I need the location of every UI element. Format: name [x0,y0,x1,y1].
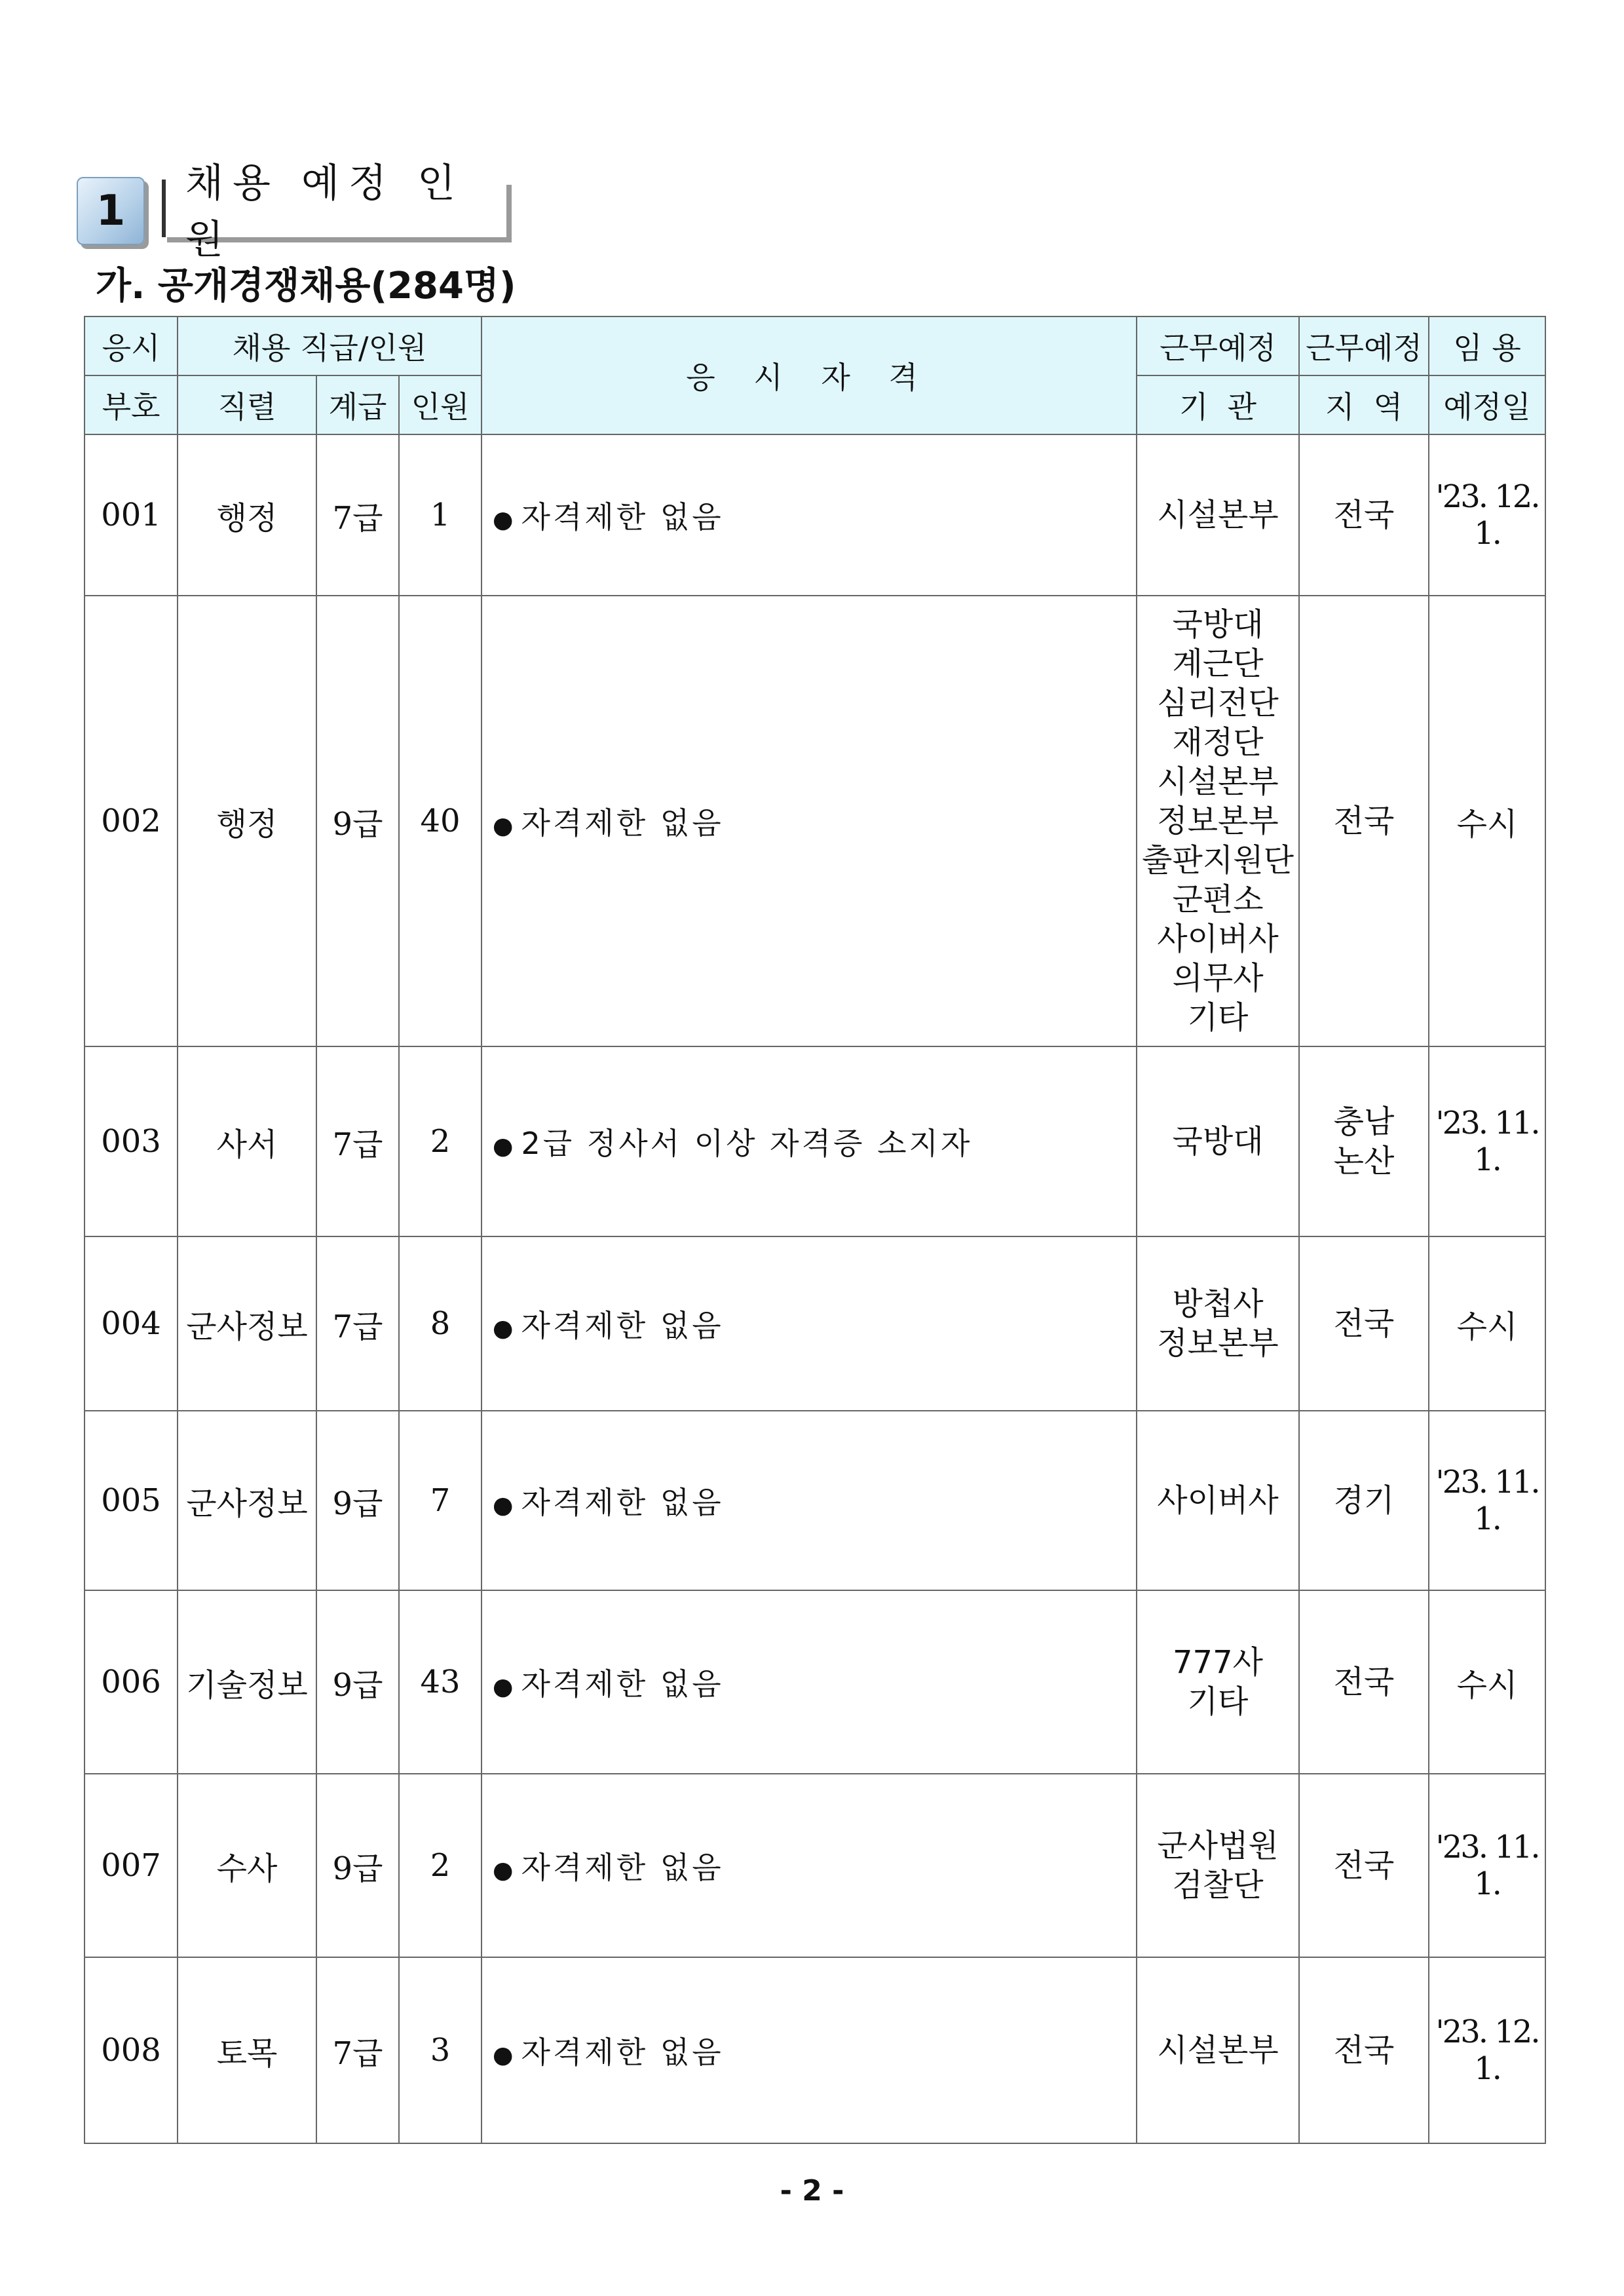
header-region-top: 근무예정 [1299,316,1429,375]
agency-name: 기타 [1187,1683,1249,1720]
bullet-icon: ● [493,2042,514,2069]
cell-qualification [482,1411,1137,1590]
cell-grade: 7급 [316,1236,399,1411]
cell-region [1299,1046,1429,1236]
cell-grade: 9급 [316,1774,399,1957]
region-name: 경기 [1333,1482,1395,1519]
section-heading [77,161,517,263]
region-name: 전국 [1333,1305,1395,1342]
agency-name: 시설본부 [1157,763,1279,800]
header-agency-top: 근무예정 [1137,316,1299,375]
qualification-text: 자격제한 없음 [521,1666,724,1702]
cell-count: 43 [399,1590,482,1774]
agency-name: 국방대 [1172,606,1264,643]
qualification-text: 2급 정사서 이상 자격증 소지자 [521,1126,973,1161]
bullet-icon: ● [493,1315,514,1342]
agency-name: 국방대 [1172,1123,1264,1160]
agency-name: 시설본부 [1157,2032,1279,2069]
cell-series: 행정 [178,434,316,596]
table-row [85,1590,1545,1774]
cell-agency [1137,434,1299,596]
agency-name: 계근단 [1172,645,1264,682]
cell-count: 2 [399,1774,482,1957]
cell-qualification [482,1774,1137,1957]
cell-count: 8 [399,1236,482,1411]
cell-region [1299,596,1429,1046]
agency-name: 군사법원 [1157,1827,1279,1864]
cell-grade: 9급 [316,596,399,1046]
table-body [85,434,1545,2143]
header-job-group: 채용 직급/인원 [178,316,482,375]
cell-count: 1 [399,434,482,596]
agency-name: 기타 [1187,999,1249,1036]
cell-region [1299,1236,1429,1411]
agency-name: 의무사 [1172,960,1264,997]
header-count: 인원 [399,375,482,434]
bullet-icon: ● [493,507,514,533]
header-date-bottom: 예정일 [1429,375,1545,434]
cell-grade: 9급 [316,1590,399,1774]
cell-appointment-date: '23. 11. 1. [1429,1046,1545,1236]
subsection-title: 가. 공개경쟁채용(284명) [96,265,516,307]
header-exam-no-top: 응시 [85,316,178,375]
qualification-text: 자격제한 없음 [521,2035,724,2070]
cell-series: 기술정보 [178,1590,316,1774]
region-name: 전국 [1333,497,1395,533]
bullet-icon: ● [493,1492,514,1519]
cell-count: 40 [399,596,482,1046]
cell-grade: 9급 [316,1411,399,1590]
region-name: 전국 [1333,2032,1395,2069]
cell-count: 3 [399,1957,482,2143]
agency-name: 재정단 [1172,724,1264,761]
table-row [85,596,1545,1046]
cell-appointment-date: 수시 [1429,1236,1545,1411]
region-name: 충남 [1333,1103,1395,1140]
agency-name: 정보본부 [1157,803,1279,839]
agency-name: 군편소 [1172,881,1264,918]
cell-agency [1137,1774,1299,1957]
header-exam-no-bottom: 부호 [85,375,178,434]
table-row [85,1236,1545,1411]
agency-name: 방첩사 [1172,1286,1264,1322]
cell-agency [1137,1236,1299,1411]
section-title: 채용 예정 인원 [185,161,464,263]
bullet-icon: ● [493,1674,514,1700]
header-date-top: 임 용 [1429,316,1545,375]
cell-grade: 7급 [316,1046,399,1236]
cell-series: 사서 [178,1046,316,1236]
cell-agency [1137,1046,1299,1236]
agency-name: 정보본부 [1157,1325,1279,1362]
section-number-badge: 1 [77,177,145,245]
cell-qualification [482,1236,1137,1411]
cell-region [1299,1957,1429,2143]
region-name: 논산 [1333,1143,1395,1179]
cell-qualification [482,1590,1137,1774]
cell-qualification [482,1957,1137,2143]
region-name: 전국 [1333,1847,1395,1884]
cell-appointment-date: '23. 12. 1. [1429,434,1545,596]
cell-grade: 7급 [316,434,399,596]
cell-series: 군사정보 [178,1236,316,1411]
cell-exam-no: 002 [85,596,178,1046]
table-row [85,1046,1545,1236]
agency-name: 777사 [1173,1644,1264,1681]
qualification-text: 자격제한 없음 [521,499,724,535]
agency-name: 심리전단 [1157,685,1279,721]
bullet-icon: ● [493,1133,514,1160]
recruitment-table [84,316,1546,2144]
header-agency-bottom: 기 관 [1137,375,1299,434]
cell-qualification [482,1046,1137,1236]
cell-agency [1137,1590,1299,1774]
agency-name: 검찰단 [1172,1867,1264,1904]
cell-exam-no: 006 [85,1590,178,1774]
qualification-text: 자격제한 없음 [521,805,724,841]
table-row [85,434,1545,596]
cell-appointment-date: 수시 [1429,596,1545,1046]
page-number: - 2 - [780,2174,844,2208]
region-name: 전국 [1333,803,1395,839]
header-region-bottom: 지 역 [1299,375,1429,434]
header-grade: 계급 [316,375,399,434]
table-row [85,1957,1545,2143]
cell-exam-no: 005 [85,1411,178,1590]
section-title-box [162,161,506,263]
cell-count: 7 [399,1411,482,1590]
cell-exam-no: 003 [85,1046,178,1236]
cell-count: 2 [399,1046,482,1236]
cell-region [1299,1774,1429,1957]
cell-qualification [482,596,1137,1046]
cell-appointment-date: '23. 11. 1. [1429,1774,1545,1957]
table-row [85,1411,1545,1590]
bullet-icon: ● [493,813,514,839]
agency-name: 시설본부 [1157,497,1279,533]
region-name: 전국 [1333,1664,1395,1700]
header-series: 직렬 [178,375,316,434]
qualification-text: 자격제한 없음 [521,1485,724,1520]
cell-agency [1137,596,1299,1046]
cell-agency [1137,1411,1299,1590]
cell-exam-no: 008 [85,1957,178,2143]
cell-exam-no: 001 [85,434,178,596]
cell-region [1299,1590,1429,1774]
bullet-icon: ● [493,1857,514,1884]
cell-qualification [482,434,1137,596]
qualification-text: 자격제한 없음 [521,1850,724,1885]
cell-appointment-date: '23. 11. 1. [1429,1411,1545,1590]
cell-region [1299,434,1429,596]
agency-name: 사이버사 [1157,1482,1279,1519]
cell-exam-no: 007 [85,1774,178,1957]
cell-series: 행정 [178,596,316,1046]
cell-agency [1137,1957,1299,2143]
cell-region [1299,1411,1429,1590]
cell-series: 군사정보 [178,1411,316,1590]
cell-exam-no: 004 [85,1236,178,1411]
cell-grade: 7급 [316,1957,399,2143]
agency-name: 사이버사 [1157,921,1279,957]
cell-appointment-date: '23. 12. 1. [1429,1957,1545,2143]
qualification-text: 자격제한 없음 [521,1308,724,1343]
cell-series: 수사 [178,1774,316,1957]
header-qualification: 응 시 자 격 [482,316,1137,434]
agency-name: 출판지원단 [1142,842,1294,879]
table-row [85,1774,1545,1957]
cell-appointment-date: 수시 [1429,1590,1545,1774]
cell-series: 토목 [178,1957,316,2143]
